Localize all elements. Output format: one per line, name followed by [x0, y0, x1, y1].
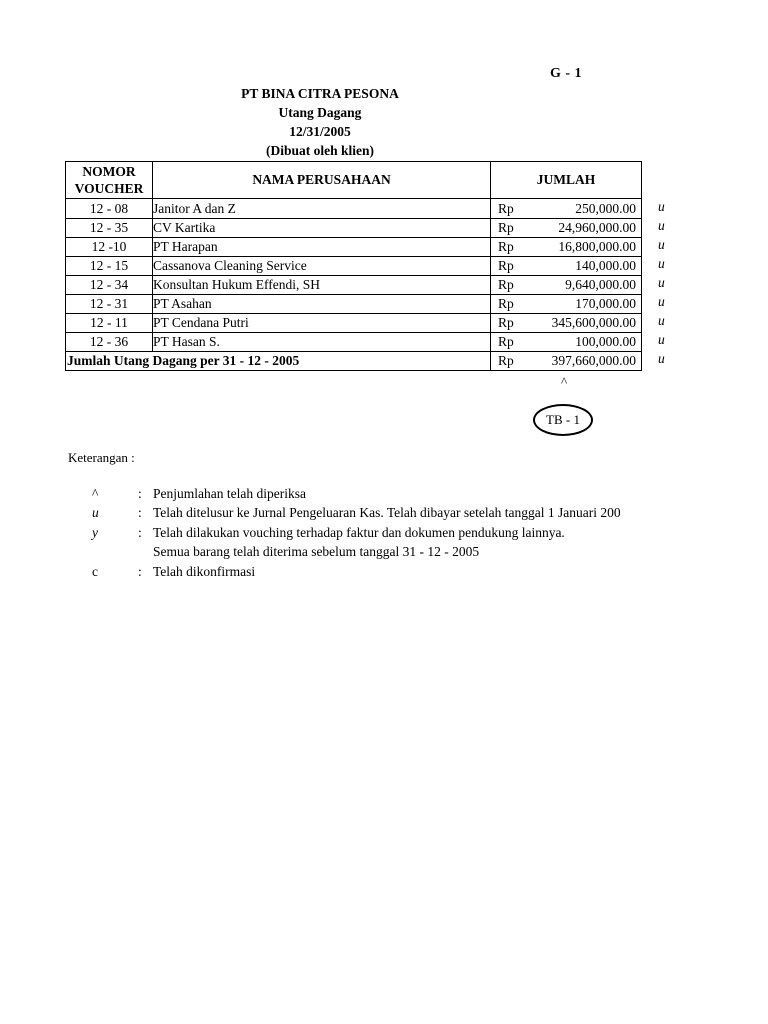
table-row: [66, 218, 641, 237]
currency-cell: Rp: [498, 296, 514, 311]
company-name: PT BINA CITRA PESONA: [241, 86, 399, 101]
currency-cell: Rp: [498, 277, 514, 292]
currency-cell: Rp: [498, 353, 514, 368]
row-divider: [66, 294, 641, 295]
traced-mark: u: [658, 237, 665, 252]
voucher-number: 12 - 35: [89, 220, 129, 235]
amount-cell: 345,600,000.00: [551, 315, 636, 330]
header-voucher: [66, 163, 152, 197]
amount-cell: 100,000.00: [575, 334, 636, 349]
table-row: [66, 199, 641, 218]
legend-colon: :: [138, 505, 142, 520]
currency-cell: Rp: [498, 315, 514, 330]
traced-mark: u: [658, 351, 665, 366]
header-amount: JUMLAH: [536, 172, 596, 187]
legend-description: Penjumlahan telah diperiksa: [153, 486, 306, 501]
company-name-cell: PT Cendana Putri: [153, 315, 249, 330]
document-subtitle: (Dibuat oleh klien): [265, 143, 374, 158]
total-row: [66, 351, 641, 370]
header-voucher-line1: NOMOR: [82, 164, 136, 179]
currency-cell: Rp: [498, 239, 514, 254]
row-divider: [66, 351, 641, 352]
voucher-number: 12 - 36: [89, 334, 129, 349]
legend-description-continued: Semua barang telah diterima sebelum tanggal 31 - 12 - 2005: [153, 544, 480, 559]
row-divider: [66, 218, 641, 219]
voucher-number: 12 - 34: [89, 277, 129, 292]
accounts-payable-table: [65, 161, 642, 371]
traced-mark: u: [658, 199, 665, 214]
table-row: [66, 275, 641, 294]
row-divider: [66, 256, 641, 257]
company-name-cell: Konsultan Hukum Effendi, SH: [153, 277, 320, 292]
table-row: [66, 256, 641, 275]
table-row: [66, 294, 641, 313]
voucher-number: 12 - 08: [89, 201, 129, 216]
company-name-cell: CV Kartika: [153, 220, 216, 235]
table-row: [66, 332, 641, 351]
workpaper-reference: G - 1: [550, 66, 583, 81]
amount-cell: 140,000.00: [575, 258, 636, 273]
legend-colon: :: [138, 525, 142, 540]
row-divider: [66, 332, 641, 333]
header-voucher-line2: VOUCHER: [74, 181, 144, 196]
row-divider: [66, 237, 641, 238]
cross-reference-oval: TB - 1: [533, 404, 593, 436]
legend-symbol: ^: [92, 486, 99, 501]
amount-cell: 250,000.00: [575, 201, 636, 216]
traced-mark: u: [658, 256, 665, 271]
total-amount: 397,660,000.00: [551, 353, 636, 368]
legend-colon: :: [138, 486, 142, 501]
legend-description: Telah dikonfirmasi: [153, 564, 256, 579]
document-title: Utang Dagang: [278, 105, 362, 120]
company-name-cell: PT Harapan: [153, 239, 218, 254]
traced-mark: u: [658, 313, 665, 328]
amount-cell: 24,960,000.00: [558, 220, 636, 235]
legend-symbol: y: [92, 525, 98, 540]
legend-colon: :: [138, 564, 142, 579]
total-label: Jumlah Utang Dagang per 31 - 12 - 2005: [67, 353, 300, 368]
notes-title: Keterangan :: [68, 450, 135, 465]
row-divider: [66, 275, 641, 276]
company-name-cell: PT Asahan: [153, 296, 212, 311]
legend-symbol: u: [92, 505, 99, 520]
table-row: [66, 237, 641, 256]
voucher-number: 12 -10: [91, 239, 127, 254]
amount-cell: 170,000.00: [575, 296, 636, 311]
company-name-cell: Janitor A dan Z: [153, 201, 236, 216]
traced-mark: u: [658, 332, 665, 347]
currency-cell: Rp: [498, 201, 514, 216]
currency-cell: Rp: [498, 220, 514, 235]
traced-mark: u: [658, 294, 665, 309]
table-row: [66, 313, 641, 332]
row-divider: [66, 313, 641, 314]
traced-mark: u: [658, 275, 665, 290]
amount-cell: 16,800,000.00: [558, 239, 636, 254]
company-name-cell: PT Hasan S.: [153, 334, 220, 349]
currency-cell: Rp: [498, 334, 514, 349]
voucher-number: 12 - 11: [90, 315, 128, 330]
footing-mark: ^: [561, 374, 568, 389]
company-name-cell: Cassanova Cleaning Service: [153, 258, 307, 273]
document-date: 12/31/2005: [289, 124, 351, 139]
voucher-number: 12 - 15: [89, 258, 129, 273]
legend-symbol: c: [92, 564, 98, 579]
traced-mark: u: [658, 218, 665, 233]
header-company: NAMA PERUSAHAAN: [252, 172, 391, 187]
currency-cell: Rp: [498, 258, 514, 273]
legend-description: Telah ditelusur ke Jurnal Pengeluaran Kas. Telah dibayar setelah tanggal 1 Januari 200: [153, 505, 621, 520]
legend-description: Telah dilakukan vouching terhadap faktur dan dokumen pendukung lainnya.: [153, 525, 565, 540]
amount-cell: 9,640,000.00: [565, 277, 636, 292]
voucher-number: 12 - 31: [89, 296, 129, 311]
